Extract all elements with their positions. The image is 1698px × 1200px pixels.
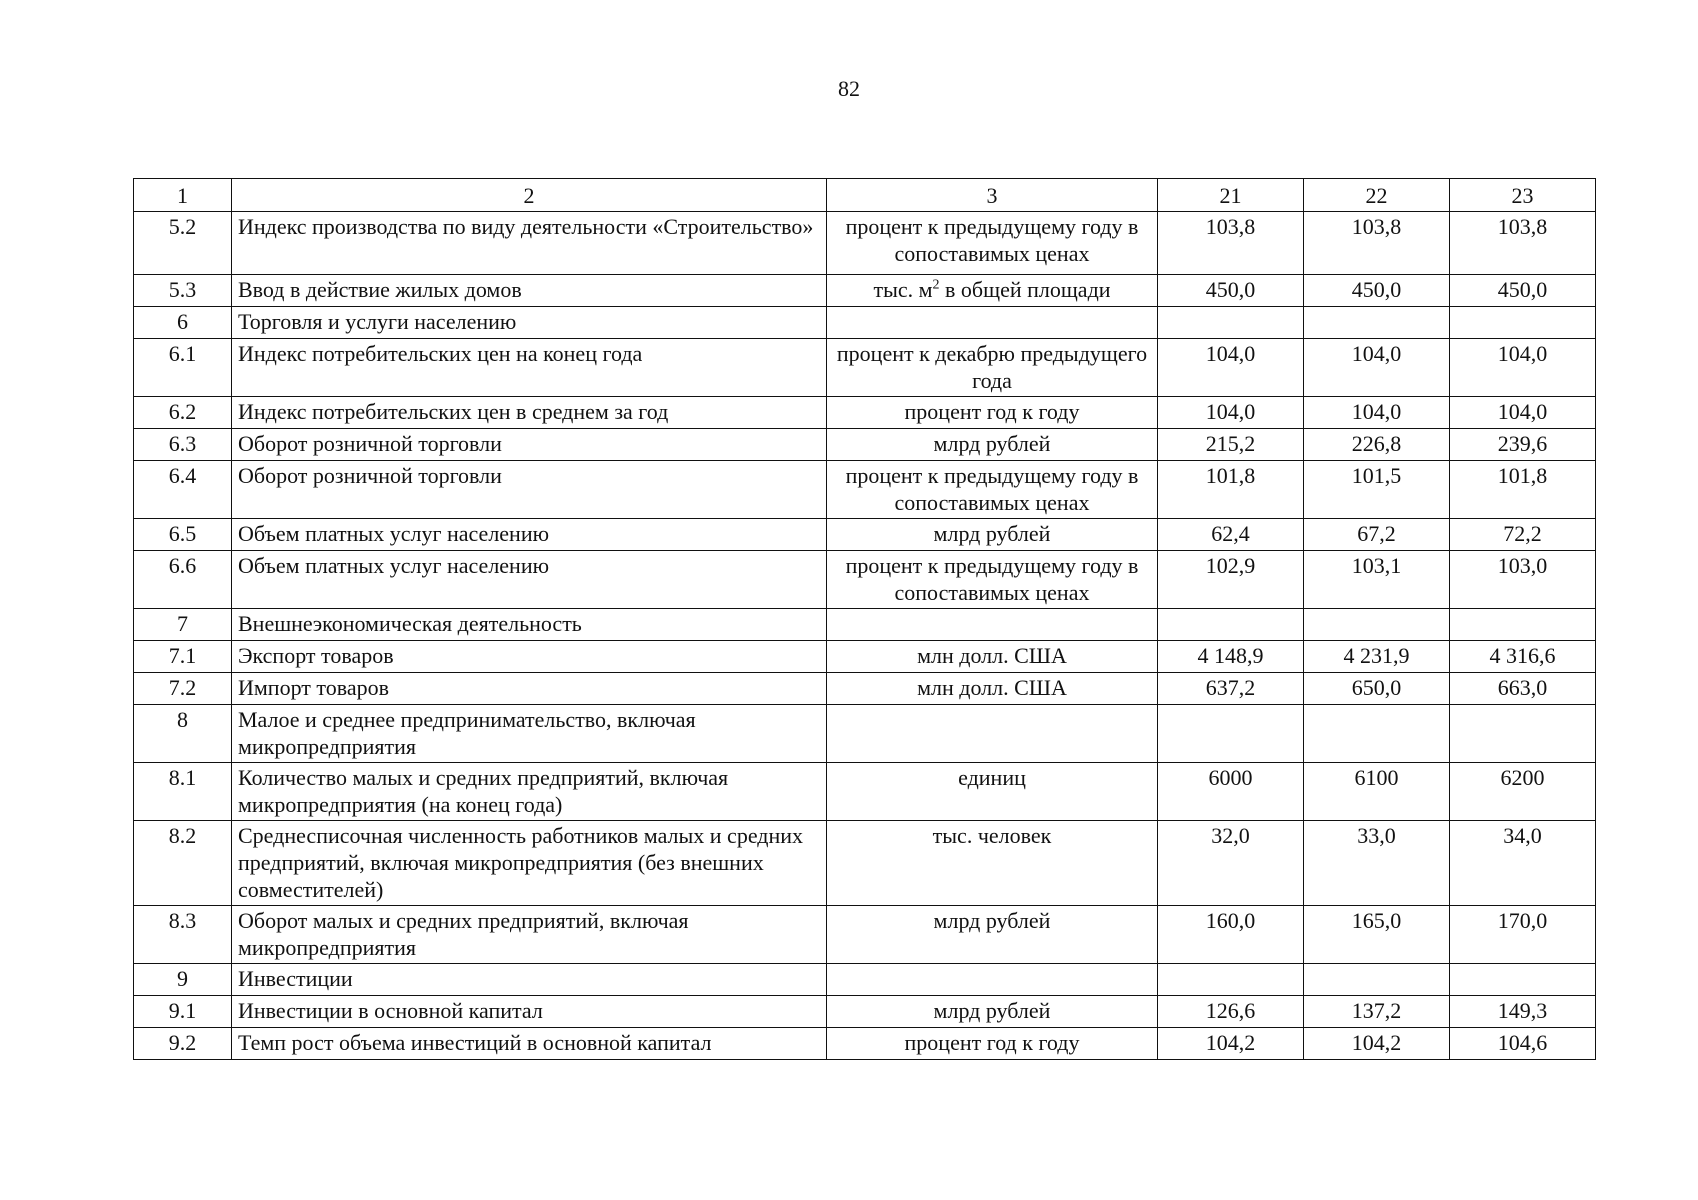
value-cell-23 xyxy=(1450,307,1596,339)
indicator-name-cell: Ввод в действие жилых домов xyxy=(232,275,827,307)
value-cell-23: 450,0 xyxy=(1450,275,1596,307)
unit-cell: процент год к году xyxy=(827,397,1158,429)
header-cell: 21 xyxy=(1158,179,1304,212)
value-cell-22 xyxy=(1304,705,1450,763)
value-cell-23: 104,6 xyxy=(1450,1028,1596,1060)
indicator-name-cell: Темп рост объема инвестиций в основной капитал xyxy=(232,1028,827,1060)
value-cell-23: 101,8 xyxy=(1450,461,1596,519)
table-row xyxy=(134,461,1596,519)
row-number-cell: 6.2 xyxy=(134,397,232,429)
row-number-cell: 9.2 xyxy=(134,1028,232,1060)
table-row xyxy=(134,705,1596,763)
value-cell-21: 126,6 xyxy=(1158,996,1304,1028)
indicator-name-cell: Объем платных услуг населению xyxy=(232,519,827,551)
value-cell-22: 137,2 xyxy=(1304,996,1450,1028)
indicator-name-cell: Торговля и услуги населению xyxy=(232,307,827,339)
indicator-name-cell: Экспорт товаров xyxy=(232,641,827,673)
value-cell-21: 101,8 xyxy=(1158,461,1304,519)
indicator-name-cell: Оборот малых и средних предприятий, включая микропредприятия xyxy=(232,906,827,964)
unit-cell xyxy=(827,964,1158,996)
value-cell-23: 663,0 xyxy=(1450,673,1596,705)
value-cell-23: 104,0 xyxy=(1450,397,1596,429)
value-cell-21: 6000 xyxy=(1158,763,1304,821)
value-cell-23: 72,2 xyxy=(1450,519,1596,551)
unit-cell: тыс. человек xyxy=(827,821,1158,906)
unit-cell xyxy=(827,275,1158,307)
value-cell-22: 104,0 xyxy=(1304,339,1450,397)
table-row xyxy=(134,609,1596,641)
indicator-name-cell: Индекс потребительских цен в среднем за год xyxy=(232,397,827,429)
value-cell-22: 650,0 xyxy=(1304,673,1450,705)
table-row xyxy=(134,275,1596,307)
row-number-cell: 9.1 xyxy=(134,996,232,1028)
indicators-table xyxy=(133,178,1596,1060)
table-row xyxy=(134,212,1596,275)
row-number-cell: 8.2 xyxy=(134,821,232,906)
indicator-name-cell: Количество малых и средних предприятий, включая микропредприятия (на конец года) xyxy=(232,763,827,821)
table-row xyxy=(134,641,1596,673)
value-cell-22: 33,0 xyxy=(1304,821,1450,906)
table-row xyxy=(134,763,1596,821)
table-row xyxy=(134,519,1596,551)
unit-cell: процент к декабрю предыдущего года xyxy=(827,339,1158,397)
row-number-cell: 6 xyxy=(134,307,232,339)
row-number-cell: 6.6 xyxy=(134,551,232,609)
value-cell-22 xyxy=(1304,307,1450,339)
row-number-cell: 9 xyxy=(134,964,232,996)
value-cell-21: 62,4 xyxy=(1158,519,1304,551)
unit-cell xyxy=(827,705,1158,763)
header-cell: 3 xyxy=(827,179,1158,212)
row-number-cell: 6.3 xyxy=(134,429,232,461)
indicator-name-cell: Среднесписочная численность работников малых и средних предприятий, включая микропредприятия (без внешних совместителей) xyxy=(232,821,827,906)
unit-cell: процент к предыдущему году в сопоставимых ценах xyxy=(827,551,1158,609)
table-row xyxy=(134,397,1596,429)
value-cell-21: 637,2 xyxy=(1158,673,1304,705)
value-cell-22: 101,5 xyxy=(1304,461,1450,519)
value-cell-23: 103,0 xyxy=(1450,551,1596,609)
table-row xyxy=(134,964,1596,996)
indicator-name-cell: Внешнеэкономическая деятельность xyxy=(232,609,827,641)
indicator-name-cell: Импорт товаров xyxy=(232,673,827,705)
unit-cell: процент год к году xyxy=(827,1028,1158,1060)
table-row xyxy=(134,906,1596,964)
value-cell-21: 102,9 xyxy=(1158,551,1304,609)
value-cell-23: 6200 xyxy=(1450,763,1596,821)
value-cell-23: 104,0 xyxy=(1450,339,1596,397)
unit-cell: единиц xyxy=(827,763,1158,821)
row-number-cell: 7.1 xyxy=(134,641,232,673)
unit-text: в общей площади xyxy=(939,277,1111,302)
indicator-name-cell: Индекс производства по виду деятельности «Строительство» xyxy=(232,212,827,275)
indicator-name-cell: Оборот розничной торговли xyxy=(232,461,827,519)
unit-cell: процент к предыдущему году в сопоставимых ценах xyxy=(827,461,1158,519)
value-cell-22: 165,0 xyxy=(1304,906,1450,964)
table-row xyxy=(134,673,1596,705)
row-number-cell: 5.3 xyxy=(134,275,232,307)
table-row xyxy=(134,429,1596,461)
table-row xyxy=(134,339,1596,397)
value-cell-21: 32,0 xyxy=(1158,821,1304,906)
value-cell-23: 4 316,6 xyxy=(1450,641,1596,673)
value-cell-21 xyxy=(1158,307,1304,339)
row-number-cell: 5.2 xyxy=(134,212,232,275)
value-cell-22: 67,2 xyxy=(1304,519,1450,551)
value-cell-21 xyxy=(1158,964,1304,996)
table-row xyxy=(134,307,1596,339)
value-cell-21: 104,0 xyxy=(1158,397,1304,429)
unit-cell: млрд рублей xyxy=(827,429,1158,461)
value-cell-23: 170,0 xyxy=(1450,906,1596,964)
unit-text: тыс. м xyxy=(873,277,933,302)
indicator-name-cell: Малое и среднее предпринимательство, включая микропредприятия xyxy=(232,705,827,763)
table-row xyxy=(134,551,1596,609)
value-cell-21: 450,0 xyxy=(1158,275,1304,307)
row-number-cell: 7 xyxy=(134,609,232,641)
value-cell-23 xyxy=(1450,964,1596,996)
table-row xyxy=(134,821,1596,906)
unit-cell: процент к предыдущему году в сопоставимых ценах xyxy=(827,212,1158,275)
value-cell-22 xyxy=(1304,609,1450,641)
row-number-cell: 8 xyxy=(134,705,232,763)
value-cell-22: 4 231,9 xyxy=(1304,641,1450,673)
value-cell-21: 104,2 xyxy=(1158,1028,1304,1060)
header-cell: 23 xyxy=(1450,179,1596,212)
value-cell-21: 103,8 xyxy=(1158,212,1304,275)
unit-cell: млн долл. США xyxy=(827,641,1158,673)
value-cell-22: 450,0 xyxy=(1304,275,1450,307)
value-cell-21: 160,0 xyxy=(1158,906,1304,964)
table-body xyxy=(134,212,1596,1060)
indicator-name-cell: Индекс потребительских цен на конец года xyxy=(232,339,827,397)
value-cell-22: 103,1 xyxy=(1304,551,1450,609)
unit-cell: млн долл. США xyxy=(827,673,1158,705)
value-cell-23: 34,0 xyxy=(1450,821,1596,906)
value-cell-23 xyxy=(1450,705,1596,763)
value-cell-22: 6100 xyxy=(1304,763,1450,821)
unit-cell: млрд рублей xyxy=(827,906,1158,964)
header-cell: 2 xyxy=(232,179,827,212)
value-cell-21: 4 148,9 xyxy=(1158,641,1304,673)
table-row xyxy=(134,1028,1596,1060)
value-cell-21: 215,2 xyxy=(1158,429,1304,461)
value-cell-23: 239,6 xyxy=(1450,429,1596,461)
row-number-cell: 8.3 xyxy=(134,906,232,964)
unit-cell xyxy=(827,307,1158,339)
value-cell-21: 104,0 xyxy=(1158,339,1304,397)
indicator-name-cell: Объем платных услуг населению xyxy=(232,551,827,609)
value-cell-22 xyxy=(1304,964,1450,996)
indicator-name-cell: Оборот розничной торговли xyxy=(232,429,827,461)
table-row xyxy=(134,996,1596,1028)
value-cell-22: 104,0 xyxy=(1304,397,1450,429)
indicator-name-cell: Инвестиции в основной капитал xyxy=(232,996,827,1028)
value-cell-22: 226,8 xyxy=(1304,429,1450,461)
unit-cell: млрд рублей xyxy=(827,996,1158,1028)
unit-cell xyxy=(827,609,1158,641)
row-number-cell: 8.1 xyxy=(134,763,232,821)
value-cell-21 xyxy=(1158,609,1304,641)
unit-superscript: 2 xyxy=(932,277,940,293)
row-number-cell: 6.4 xyxy=(134,461,232,519)
header-cell: 22 xyxy=(1304,179,1450,212)
value-cell-21 xyxy=(1158,705,1304,763)
value-cell-23 xyxy=(1450,609,1596,641)
row-number-cell: 7.2 xyxy=(134,673,232,705)
value-cell-23: 103,8 xyxy=(1450,212,1596,275)
header-cell: 1 xyxy=(134,179,232,212)
row-number-cell: 6.5 xyxy=(134,519,232,551)
page-number: 82 xyxy=(838,76,860,101)
indicator-name-cell: Инвестиции xyxy=(232,964,827,996)
value-cell-22: 103,8 xyxy=(1304,212,1450,275)
unit-cell: млрд рублей xyxy=(827,519,1158,551)
value-cell-22: 104,2 xyxy=(1304,1028,1450,1060)
row-number-cell: 6.1 xyxy=(134,339,232,397)
value-cell-23: 149,3 xyxy=(1450,996,1596,1028)
table-header-row xyxy=(134,179,1596,212)
